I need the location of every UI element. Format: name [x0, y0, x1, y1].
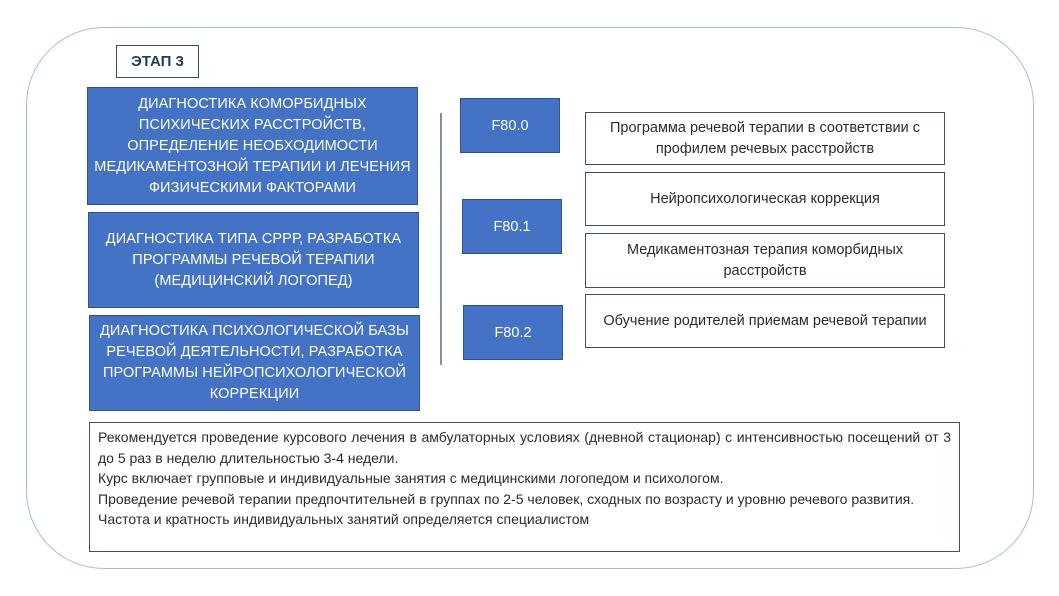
recommendation-course-content: Курс включает групповые и индивидуальные занятия с медицинскими логопедом и психологом.	[98, 470, 724, 486]
code-box-f80-0: F80.0	[460, 98, 560, 153]
therapy-box-medication: Медикаментозная терапия коморбидных расстройств	[585, 233, 945, 288]
diagnostic-box-speech-type: ДИАГНОСТИКА ТИПА СРРР, РАЗРАБОТКА ПРОГРАММЫ РЕЧЕВОЙ ТЕРАПИИ (МЕДИЦИНСКИЙ ЛОГОПЕД)	[88, 212, 419, 308]
recommendation-frequency: Частота и кратность индивидуальных занятий определяется специалистом	[98, 511, 590, 527]
therapy-box-parent-training: Обучение родителей приемам речевой терапии	[585, 294, 945, 348]
diagnostic-box-comorbid: ДИАГНОСТИКА КОМОРБИДНЫХ ПСИХИЧЕСКИХ РАССТРОЙСТВ, ОПРЕДЕЛЕНИЕ НЕОБХОДИМОСТИ МЕДИКАМЕНТОЗНОЙ ТЕРАПИИ И ЛЕЧЕНИЯ ФИЗИЧЕСКИМИ ФАКТОРАМИ	[87, 87, 418, 205]
therapy-box-speech-program: Программа речевой терапии в соответствии с профилем речевых расстройств	[585, 112, 945, 165]
vertical-divider	[440, 113, 442, 365]
therapy-box-neuropsych: Нейропсихологическая коррекция	[585, 172, 945, 226]
diagnostic-box-psychological: ДИАГНОСТИКА ПСИХОЛОГИЧЕСКОЙ БАЗЫ РЕЧЕВОЙ ДЕЯТЕЛЬНОСТИ, РАЗРАБОТКА ПРОГРАММЫ НЕЙРОПСИХОЛОГИЧЕСКОЙ КОРРЕКЦИИ	[89, 315, 420, 411]
code-box-f80-1: F80.1	[462, 199, 562, 254]
recommendation-group-size: Проведение речевой терапии предпочтительней в группах по 2-5 человек, сходных по возрасту и уровню речевого развития.	[98, 490, 915, 507]
stage-label: ЭТАП 3	[116, 45, 199, 78]
recommendations-box	[89, 422, 960, 552]
code-box-f80-2: F80.2	[463, 305, 563, 360]
recommendation-intensity: Рекомендуется проведение курсового лечения в амбулаторных условиях (дневной стационар) с интенсивностью посещений от 3 до 5 раз в неделю длительностью 3-4 недели.	[98, 429, 951, 466]
